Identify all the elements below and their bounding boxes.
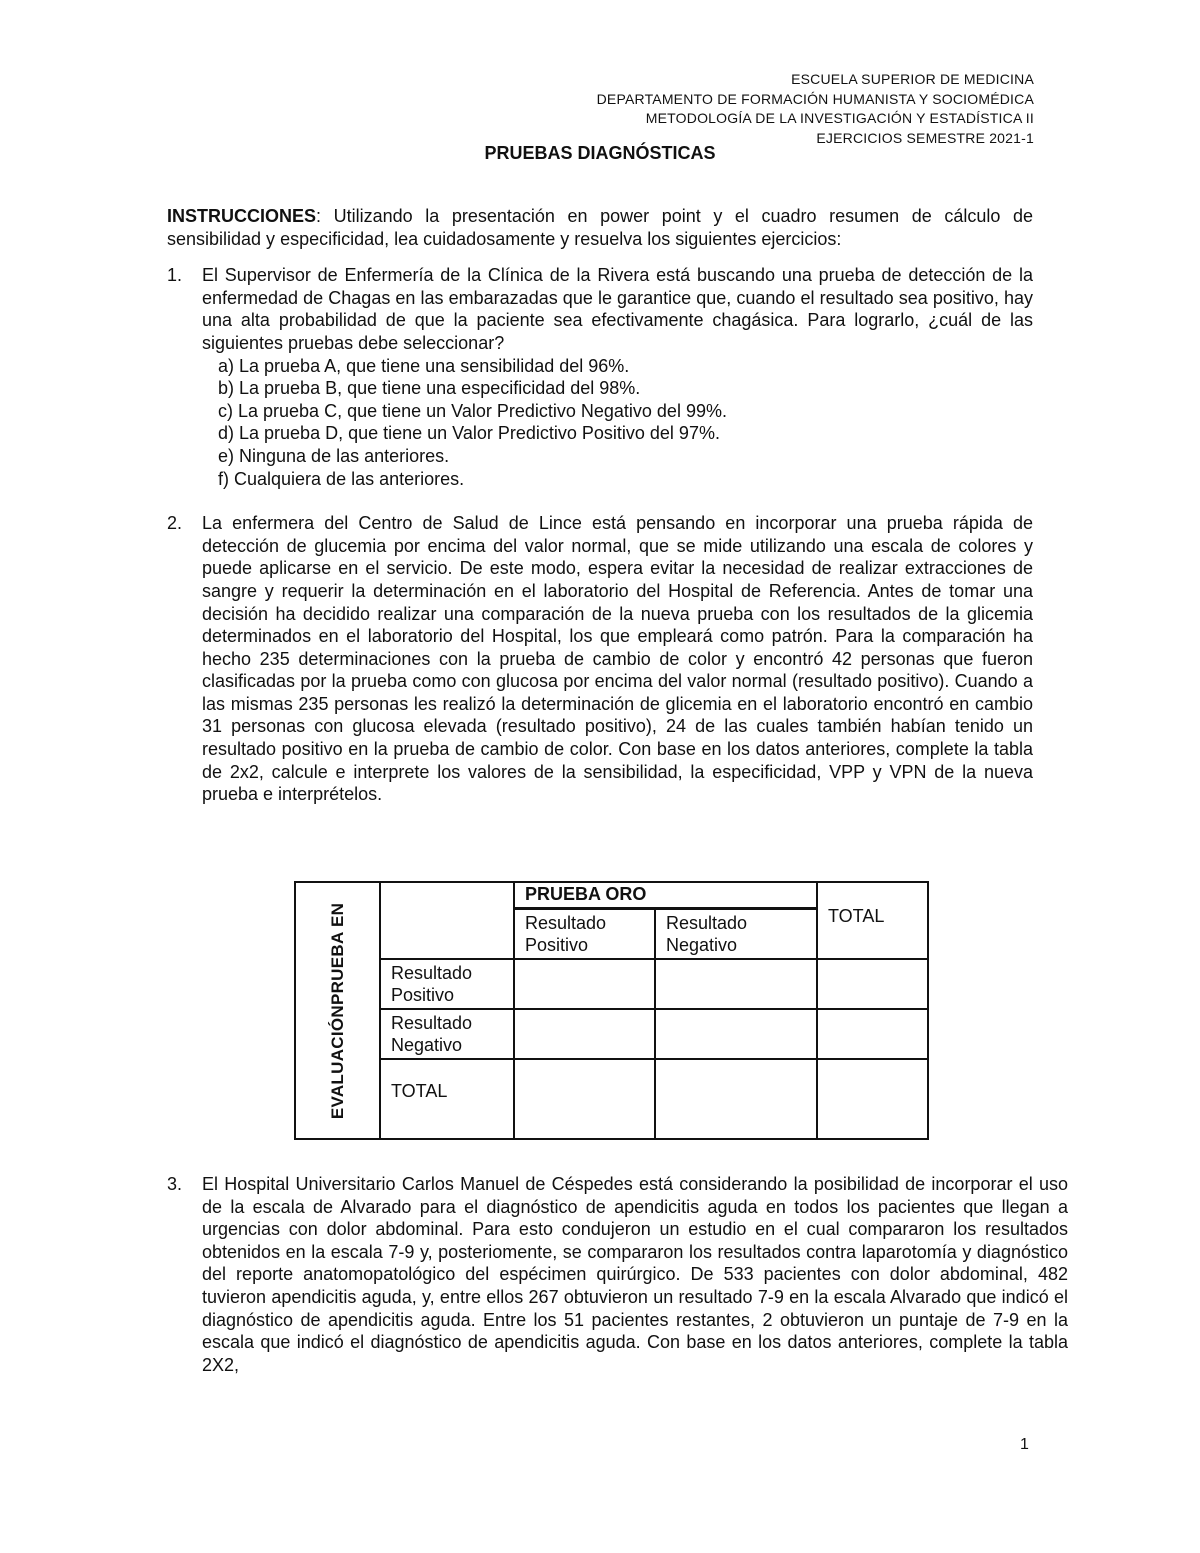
col-positive-header: Resultado Positivo — [514, 909, 655, 960]
instructions-label: INSTRUCCIONES — [167, 206, 317, 226]
col-negative-header: Resultado Negativo — [655, 909, 817, 960]
header-semester: EJERCICIOS SEMESTRE 2021-1 — [816, 129, 1034, 146]
exercise-text: La enfermera del Centro de Salud de Lince está pensando en incorporar una prueba rápida de detección de glucemia por encima del valor normal, que se mide utilizando una escala de colores y puede aplicarse en el servicio. De este modo, espera evitar la necesidad de realizar extracciones de sangre y requerir la determinación en el laboratorio del Hospital de Referencia. Antes de tomar una decisión ha decidido realizar una comparación de la nueva prueba con los resultados de la glicemia determinados en el laboratorio del Hospital, los que empleará como patrón. Para la comparación ha hecho 235 determinaciones con la prueba de cambio de color y encontró 42 personas que fueron clasificadas por la prueba como con glucosa por encima del valor normal (resultado positivo). Cuando a las mismas 235 personas les realizó la determinación de glicemia en el laboratorio encontró en cambio 31 personas con glucosa elevada (resultado positivo), 24 de las cuales también habían tenido un resultado positivo en la prueba de cambio de color. Con base en los datos anteriores, complete la tabla de 2x2, calcule e interprete los valores de la sensibilidad, la especificidad, VPP y VPN de la nueva prueba e interprételos. — [202, 513, 1033, 805]
contingency-table-2x2 — [294, 881, 927, 1125]
header-course: METODOLOGÍA DE LA INVESTIGACIÓN Y ESTADÍSTICA II — [645, 110, 1034, 126]
option-f: f) Cualquiera de las anteriores. — [218, 468, 465, 489]
page-title: PRUEBAS DIAGNÓSTICAS — [484, 143, 716, 163]
row-positive-header: Resultado Positivo — [380, 959, 514, 1009]
vertical-label: EVALUACIÓNPRUEBA EN — [327, 902, 347, 1119]
exercise-number: 1. — [167, 265, 183, 286]
vertical-label-cell — [295, 882, 380, 1139]
header-department: DEPARTAMENTO DE FORMACIÓN HUMANISTA Y SOCIOMÉDICA — [596, 90, 1034, 107]
exercise-1 — [167, 264, 1033, 490]
cell-b[interactable] — [655, 959, 817, 1009]
answer-options — [202, 355, 1033, 491]
option-a: a) La prueba A, que tiene una sensibilidad del 96%. — [218, 355, 630, 376]
option-e: e) Ninguna de las anteriores. — [218, 445, 450, 466]
cell-a[interactable] — [514, 959, 655, 1009]
option-c: c) La prueba C, que tiene un Valor Predictivo Negativo del 99%. — [218, 400, 727, 421]
instructions-text: : Utilizando la presentación en power point y el cuadro resumen de cálculo de sensibilidad y especificidad, lea cuidadosamente y resuelva los siguientes ejercicios: — [167, 206, 1033, 249]
cell-col1-total[interactable] — [514, 1059, 655, 1139]
exercise-3 — [167, 1173, 1068, 1376]
cell-d[interactable] — [655, 1009, 817, 1059]
cell-row2-total[interactable] — [817, 1009, 928, 1059]
page-number: 1 — [1020, 1436, 1029, 1453]
contingency-table — [294, 881, 929, 1140]
cell-grand-total[interactable] — [817, 1059, 928, 1139]
corner-cell — [380, 882, 514, 959]
exercise-text: El Hospital Universitario Carlos Manuel de Céspedes está considerando la posibilidad de incorporar el uso de la escala de Alvarado para el diagnóstico de apendicitis aguda en todos los pacientes que llegan a urgencias con dolor abdominal. Para esto condujeron un estudio en el cual compararon los resultados obtenidos en la escala 7-9 y, posteriomente, se compararon los resultados contra laparotomía y diagnóstico del reporte anatomopatológico del espécimen quirúrgico. De 533 pacientes con dolor abdominal, 482 tuvieron apendicitis aguda, y, entre ellos 267 obtuvieron un resultado 7-9 en la escala Alvarado que indicó el diagnóstico de apendicitis aguda. Entre los 51 pacientes restantes, 2 obtuvieron un puntaje de 7-9 en la escala que indicó el diagnóstico de apendicitis aguda. Con base en los datos anteriores, complete la tabla 2X2, — [202, 1174, 1068, 1375]
exercise-text: El Supervisor de Enfermería de la Clínica de la Rivera está buscando una prueba de detección de la enfermedad de Chagas en las embarazadas que le garantice que, cuando el resultado sea positivo, hay una alta probabilidad de que la paciente sea efectivamente chagásica. Para lograrlo, ¿cuál de las siguientes pruebas debe seleccionar? — [202, 265, 1033, 353]
col-total-header: TOTAL — [817, 882, 928, 959]
row-total-header: TOTAL — [380, 1059, 514, 1139]
exercise-2 — [167, 512, 1033, 806]
header-school: ESCUELA SUPERIOR DE MEDICINA — [791, 71, 1034, 87]
document-header — [597, 70, 1034, 148]
cell-row1-total[interactable] — [817, 959, 928, 1009]
row-negative-header: Resultado Negativo — [380, 1009, 514, 1059]
cell-col2-total[interactable] — [655, 1059, 817, 1139]
instructions — [167, 205, 1033, 250]
cell-c[interactable] — [514, 1009, 655, 1059]
exercise-number: 3. — [167, 1174, 183, 1194]
exercise-number: 2. — [167, 513, 183, 534]
option-d: d) La prueba D, que tiene un Valor Predictivo Positivo del 97%. — [218, 423, 720, 444]
option-b: b) La prueba B, que tiene una especificidad del 98%. — [218, 378, 641, 399]
gold-standard-header: PRUEBA ORO — [514, 882, 817, 909]
